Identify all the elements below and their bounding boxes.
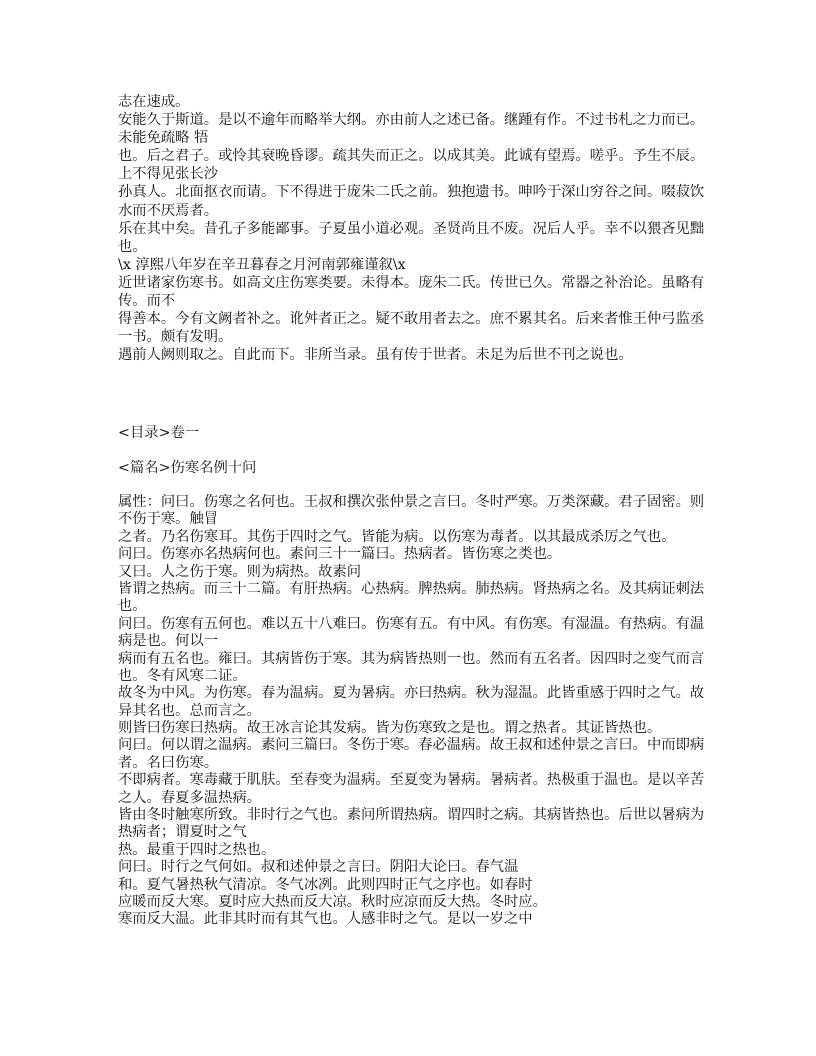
text-line: 又曰。人之伤于寒。则为病热。故素问 [118,563,362,580]
text-line: 问曰。时行之气何如。叔和述仲景之言曰。阴阳大论曰。春气温 [118,859,519,876]
text-line: 之人。春夏多温热病。 [118,789,261,806]
text-line: 也。冬有风寒二证。 [118,667,247,684]
text-line: 故冬为中风。为伤寒。春为温病。夏为暑病。亦曰热病。秋为湿温。此皆重感于四时之气。故 [118,685,705,702]
text-line: 则皆曰伤寒曰热病。故王冰言论其发病。皆为伤寒致之是也。谓之热者。其证皆热也。 [118,720,662,737]
text-line: 病而有五名也。雍曰。其病皆伤于寒。其为病皆热则一也。然而有五名者。因四时之变气而言 [118,650,705,667]
text-line: 皆谓之热病。而三十二篇。有肝热病。心热病。脾热病。肺热病。肾热病之名。及其病证刺法 [118,580,705,597]
text-line: 遇前人阙则取之。自此而下。非所当录。虽有传于世者。未足为后世不刊之说也。 [118,347,633,364]
text-line: 乐在其中矣。昔孔子多能鄙事。子夏虽小道必观。圣贤尚且不废。况后人乎。幸不以猥吝见黜 [118,220,705,237]
text-line: 得善本。今有文阙者补之。讹舛者正之。疑不敢用者去之。庶不累其名。后来者惟王仲弓监丞 [118,311,705,328]
text-line: 问曰。何以谓之温病。素问三篇曰。冬伤于寒。春必温病。故王叔和述仲景之言曰。中而即病 [118,737,705,754]
text-line: 传。而不 [118,293,176,310]
text-line: 热。最重于四时之热也。 [118,841,276,858]
text-line: 问曰。伤寒亦名热病何也。素问三十一篇曰。热病者。皆伤寒之类也。 [118,546,562,563]
text-line: 安能久于斯道。是以不逾年而略举大纲。亦由前人之述已备。继踵有作。不过书札之力而已。 [118,112,705,129]
text-line: 异其名也。总而言之。 [118,702,261,719]
text-line: 水而不厌焉者。 [118,202,219,219]
text-line: \x 淳熙八年岁在辛丑暮春之月河南郭雍谨叙\x [118,256,406,273]
text-line: 近世诸家伤寒书。如高文庄伤寒类要。未得本。庞朱二氏。传世已久。常器之补治论。虽略有 [118,274,705,291]
text-line: 上不得见张长沙 [118,166,219,183]
text-line: 热病者；谓夏时之气 [118,824,247,841]
toc-heading-text: <目录>卷一 [118,425,200,441]
chapter-heading [118,459,816,477]
text-line: 不伤于寒。触冒 [118,511,219,528]
text-line: 不即病者。寒毒藏于肌肤。至春变为温病。至夏变为暑病。暑病者。热极重于温也。是以辛苦 [118,772,705,789]
text-line: 和。夏气暑热秋气清凉。冬气冰冽。此则四时正气之序也。如春时 [118,876,533,893]
text-line: 也。 [118,598,147,615]
text-line: 未能免疏略 牾 [118,130,209,147]
body-text [118,494,816,929]
text-line: 病是也。何以一 [118,633,219,650]
text-line: 也。 [118,238,147,255]
text-line: 属性：问曰。伤寒之名何也。王叔和撰次张仲景之言曰。冬时严寒。万类深藏。君子固密。则 [118,494,705,510]
text-line: 也。后之君子。或怜其衰晚昏谬。疏其失而正之。以成其美。此诚有望焉。嗟乎。予生不辰。 [118,148,705,165]
toc-heading [118,424,816,442]
text-line: 孙真人。北面抠衣而请。下不得进于庞朱二氏之前。独抱遗书。呻吟于深山穷谷之间。啜菽饮 [118,184,705,201]
text-line: 皆由冬时触寒所致。非时行之气也。素问所谓热病。谓四时之病。其病皆热也。后世以暑病为 [118,807,705,824]
text-line: 之者。乃名伤寒耳。其伤于四时之气。皆能为病。以伤寒为毒者。以其最成杀厉之气也。 [118,528,676,545]
text-line: 者。名曰伤寒。 [118,754,219,771]
text-line: 问曰。伤寒有五何也。难以五十八难曰。伤寒有五。有中风。有伤寒。有湿温。有热病。有温 [118,615,705,632]
text-line: 一书。颇有发明。 [118,329,233,346]
preface-text [118,93,816,364]
chapter-heading-text: <篇名>伤寒名例十问 [118,460,257,476]
text-line: 寒而反大温。此非其时而有其气也。人感非时之气。是以一岁之中 [118,911,533,928]
text-line: 志在速成。 [118,94,190,110]
text-line: 应暖而反大寒。夏时应大热而反大凉。秋时应凉而反大热。冬时应。 [118,893,547,910]
